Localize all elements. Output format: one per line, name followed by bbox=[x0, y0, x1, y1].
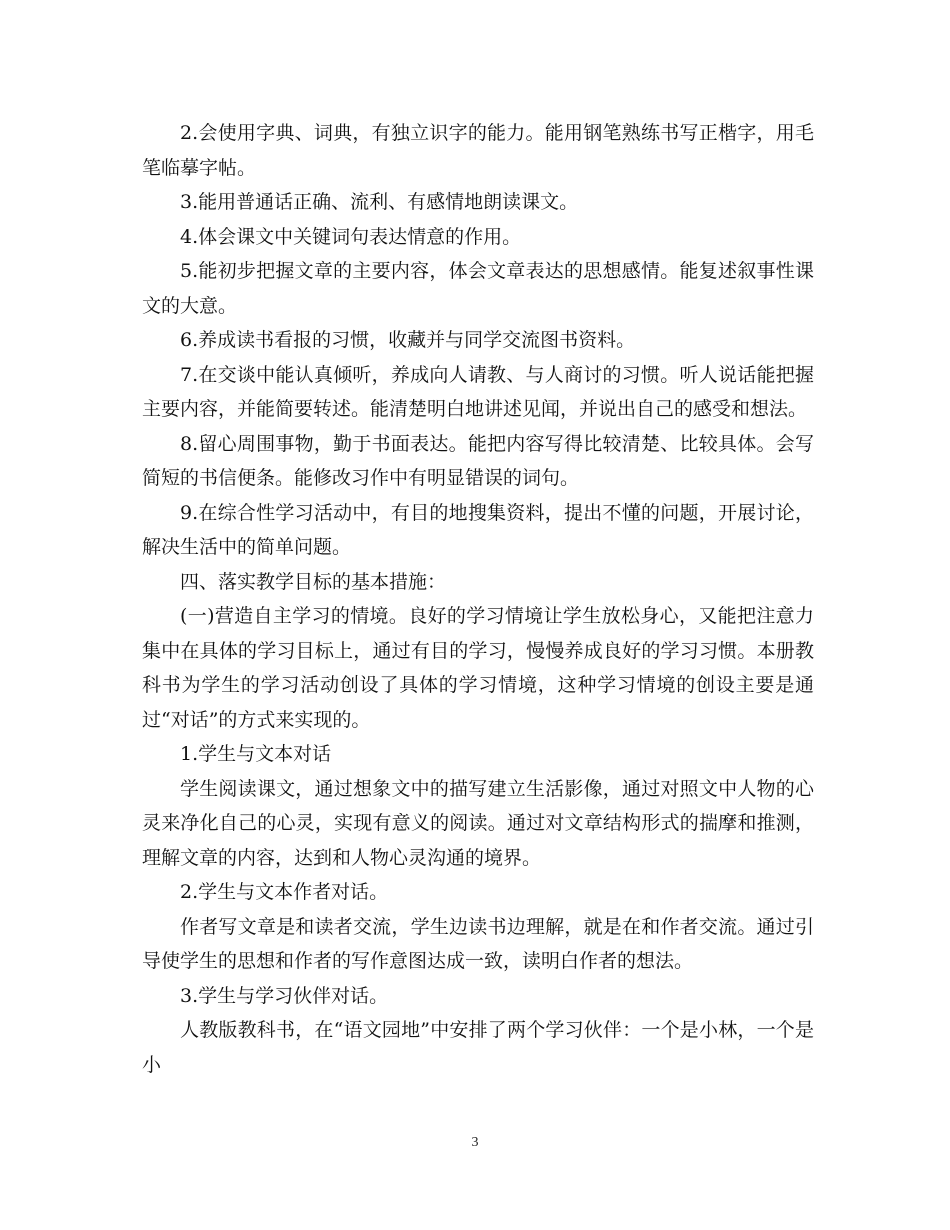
paragraph: 2.会使用字典、词典，有独立识字的能力。能用钢笔熟练书写正楷字，用毛笔临摹字帖。 bbox=[142, 122, 814, 179]
subheading: 3.学生与学习伙伴对话。 bbox=[180, 984, 389, 1007]
paragraph: 9.在综合性学习活动中，有目的地搜集资料，提出不懂的问题，开展讨论，解决生活中的简单问题。 bbox=[142, 501, 814, 558]
subheading: 1.学生与文本对话 bbox=[180, 743, 332, 765]
paragraph: (一)营造自主学习的情境。良好的学习情境让学生放松身心，又能把注意力集中在具体的学习目标上，通过有目的学习，慢慢养成良好的学习习惯。本册教科书为学生的学习活动创设了具体的学习情境，这种学习情境的创设主要是通过“对话”的方式来实现的。 bbox=[142, 605, 814, 731]
paragraph: 7.在交谈中能认真倾听，养成向人请教、与人商讨的习惯。听人说话能把握主要内容，并能简要转述。能清楚明白地讲述见闻，并说出自己的感受和想法。 bbox=[142, 363, 814, 420]
paragraph: 6.养成读书看报的习惯，收藏并与同学交流图书资料。 bbox=[180, 329, 636, 351]
paragraph: 人教版教科书，在“语文园地”中安排了两个学习伙伴：一个是小林，一个是小 bbox=[142, 1019, 814, 1076]
paragraph: 5.能初步把握文章的主要内容，体会文章表达的思想感情。能复述叙事性课文的大意。 bbox=[142, 260, 814, 317]
section-heading: 四、落实教学目标的基本措施： bbox=[180, 570, 447, 593]
paragraph: 学生阅读课文，通过想象文中的描写建立生活影像，通过对照文中人物的心灵来净化自己的心灵，实现有意义的阅读。通过对文章结构形式的揣摩和推测，理解文章的内容，达到和人物心灵沟通的境界。 bbox=[142, 777, 814, 869]
page-number: 3 bbox=[471, 1135, 479, 1150]
paragraph: 作者写文章是和读者交流，学生边读书边理解，就是在和作者交流。通过引导使学生的思想和作者的写作意图达成一致，读明白作者的想法。 bbox=[142, 915, 814, 972]
paragraph: 8.留心周围事物，勤于书面表达。能把内容写得比较清楚、比较具体。会写简短的书信便条。能修改习作中有明显错误的词句。 bbox=[142, 432, 814, 489]
body-text bbox=[142, 116, 814, 1082]
paragraph: 3.能用普通话正确、流利、有感情地朗读课文。 bbox=[180, 191, 579, 213]
subheading: 2.学生与文本作者对话。 bbox=[180, 881, 389, 903]
paragraph: 4.体会课文中关键词句表达情意的作用。 bbox=[180, 225, 522, 248]
